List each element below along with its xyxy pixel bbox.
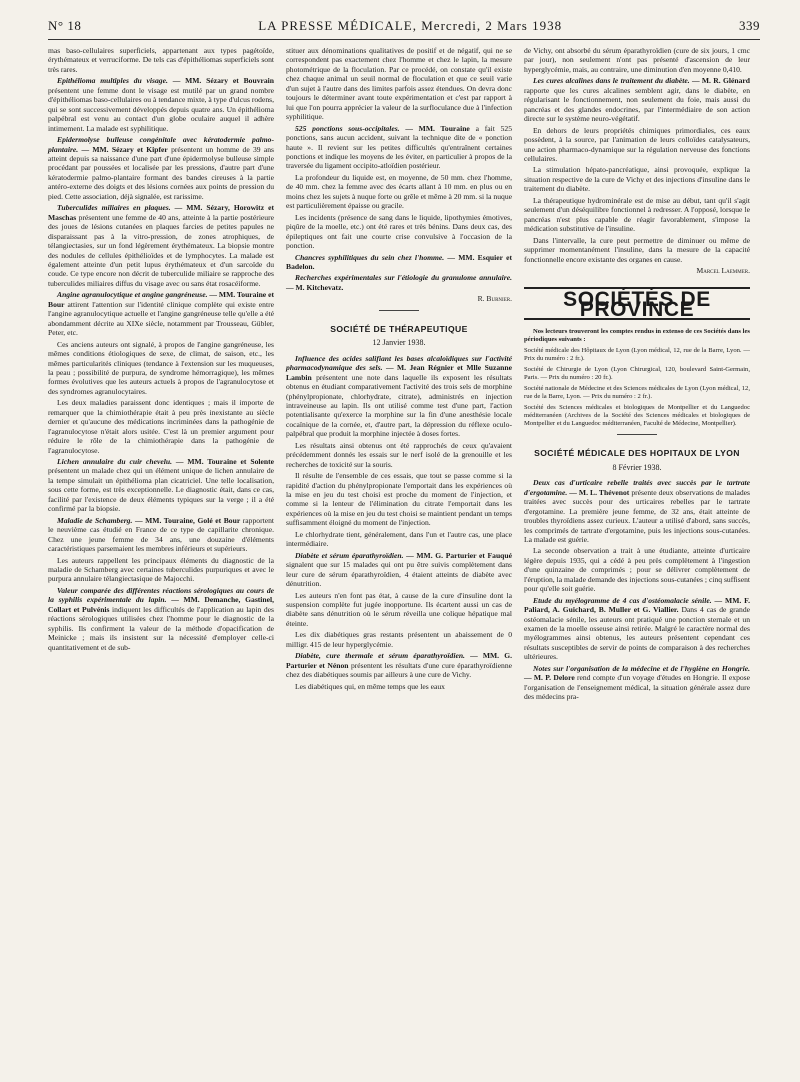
article-entry	[48, 203, 274, 288]
column-3	[524, 46, 750, 704]
article-entry	[524, 664, 750, 702]
paragraph: La seconde observation a trait à une étudiante, atteinte d'urticaire légère depuis 1935, qui a cédé à peu près complètement à l'ingestion d'une quinzaine de comprimés ; pour se délivrer complètement de l'éruption, la malade demande des injections sous-cutanées ; cinq suffisent pour qu'elle soit guérie.	[524, 546, 750, 594]
article-entry	[48, 457, 274, 514]
article-title: Epidermolyse bulleuse congénitale avec kératodermie palmo-plantaire.	[48, 135, 274, 154]
article-text: Dans 4 cas de grande ostéomalacie sénile, les auteurs ont pratiqué une ponction sternale et un examen de la moelle osseuse ainsi retirée. Malgré le caractère normal des myélogrammes ainsi obtenus, les auteurs présentent cependant ces résultats susceptibles de servir de points de comparaison à des recherches ultérieures.	[524, 605, 750, 662]
section-banner: SOCIÉTÉS DE PROVINCE	[524, 287, 750, 320]
issue-number: N° 18	[48, 18, 82, 33]
article-authors: — M. R. Glénard	[691, 76, 750, 86]
article-authors: — MM. Demanche, Gastinel, Collart et Pulvénis	[48, 595, 275, 614]
article-title: Epithélioma multiples du visage.	[57, 76, 168, 86]
session-date: 12 Janvier 1938.	[372, 338, 426, 348]
paragraph: La thérapeutique hydrominérale est de mise au début, tant qu'il s'agit seulement d'un déséquilibre fonctionnel à redresser. A l'opposé, lorsque le pancréas n'est plus capable de réagir favorablement, s'impose la médication substitutive de l'insuline.	[524, 195, 750, 234]
article-text: présente deux observations de malades traitées avec succès pour des urticaires rebelles par le tartrate d'ergotamine. La première jeune femme, de 32 ans, était atteinte de troubles thyroïdiens assez curieux. L'auteur a utilisé d'abord, sans succès, les comprimés de tartrate d'ergotamine, puis les injections sous-cutanées. La malade est guérie.	[524, 487, 750, 544]
article-entry	[286, 253, 512, 272]
article-entry	[286, 651, 512, 679]
article-authors: — MM. Sézary et Bouvrain	[172, 76, 274, 86]
paragraph: Les auteurs rappellent les principaux éléments du diagnostic de la maladie de Schamberg avec certaines tuberculides purpuriques et avec le purpura annulaire télangiectasique de Majocchi.	[48, 555, 274, 584]
article-authors: — M. Kitchevatz.	[286, 282, 344, 292]
article-text: présentent les résultats d'une cure éparathyroïdienne chez des diabétiques soumis par ailleurs à une cure de Vichy.	[286, 660, 513, 680]
paragraph: Les deux maladies paraissent donc identiques ; mais il importe de remarquer que la chimiothérapie était à peu près inexistante au siècle dernier et qu'aucune des médications incriminées dans la pathogénie de l'agranulocytose n'était alors usitée. C'est là un premier argument pour réduire le rôle de la chimiothérapie dans la pathogénie de l'agranulocytose.	[48, 398, 274, 455]
article-entry	[286, 354, 512, 439]
session-date: 8 Février 1938.	[612, 462, 662, 472]
paragraph: stituer aux dénominations qualitatives de positif et de négatif, qui ne se correspondent pas exactement chez l'homme et chez le lapin, la mesure photométrique de la floculation. Par ce procédé, on constate qu'il existe chez chaque animal un seuil normal de floculation et que ce seuil varie d'un sujet à l'autre dans des limites parfois assez étendues. On devra donc toujours le déterminer avant toute expérimentation et c'est par rapport à lui que l'on pourra apprécier la valeur de la surfloculance due à l'infection syphilitique.	[286, 46, 512, 122]
notice-item: Société médicale des Hôpitaux de Lyon (Lyon médical, 12, rue de la Barre, Lyon. — Prix du numéro : 2 fr.).	[524, 347, 750, 363]
paragraph: Ces anciens auteurs ont signalé, à propos de l'angine gangréneuse, les mêmes conditions étiologiques de sexe, de climat, de saison, etc., les mêmes particularités cliniques (tendance à l'extension sur les muqueuses, la peau ; possibilité de purpura, de syndrome hémorragique), les mêmes formes évolutives que les auteurs actuels à propos de l'agranulocytose et des syndromes agranulocytaires.	[48, 339, 274, 396]
article-text: présentent un homme de 39 ans atteint depuis sa naissance d'une part d'une épidermolyse bulleuse simple procédant par poussées et localisée par les pressions, d'autre part d'une kératodermie palmo-plantaire formant des bandes cireuses à la partie antéro-externe des doigts et des lésions cornées aux points de pression du pied. Cette association, déjà signalée, est rarissime.	[48, 144, 274, 201]
article-entry	[524, 76, 750, 123]
paragraph: Les auteurs n'en font pas état, à cause de la cure d'insuline dont la suspension complète fut jugée inopportune. Ils écartent aussi un cas de diabète sans dénutrition où le sérum réveilla une colique hépatique mal éteinte.	[286, 590, 512, 628]
paragraph: Les résultats ainsi obtenus ont été rapprochés de ceux qu'avaient précédemment donnés les essais sur le nerf isolé de la grenouille et les recherches de toxicité sur la souris.	[286, 440, 512, 469]
publication-notice	[524, 328, 750, 428]
article-text: présentent un malade chez qui un élément unique de lichen annulaire de la tempe simulait un épithélioma plan cicatriciel. Une telle localisation, sous cette forme, est très exceptionnelle. Le diagnostic était, dans ce cas, facilité par l'existence de deux éléments typiques sur la verge ; il a été confirmé par la biopsie.	[48, 466, 274, 514]
article-entry	[286, 551, 512, 589]
article-authors: — MM. G. Parturier et Fauqué	[406, 550, 512, 560]
divider	[379, 310, 419, 311]
article-authors: — MM. F. Paliard, A. Guichard, B. Muller et G. Viallier.	[524, 595, 750, 615]
divider	[617, 434, 657, 435]
paragraph: mas baso-cellulaires superficiels, appartenant aux types pagétoïde, érythémateux et verruciforme. De tels cas d'épithéliomas superficiels sont très rares.	[48, 46, 274, 74]
paragraph: Les dix diabétiques gras restants présentent un abaissement de 0 milligr. 415 de leur hyperglycémie.	[286, 630, 512, 649]
notice-item: Société nationale de Médecine et des Sciences médicales de Lyon (Lyon médical, 12, rue de la Barre, Lyon. — Prix du numéro : 2 fr.).	[524, 385, 750, 401]
article-title: 525 ponctions sous-occipitales.	[295, 123, 400, 133]
article-title: Deux cas d'urticaire rebelle traités avec succès par le tartrate d'ergotamine.	[524, 478, 750, 497]
article-title: Les cures alcalines dans le traitement du diabète.	[533, 76, 690, 86]
article-title: Etude du myélogramme de 4 cas d'ostéomalacie sénile.	[533, 595, 712, 605]
article-authors: — M. Jean Régnier et Mlle Suzanne Lambin	[286, 363, 512, 382]
article-text: indiquent les difficultés de l'application au lapin des réactions sérologiques utilisées chez l'homme pour le diagnostic de la syphilis. Ils confirment la valeur de la méthode d'opacification de Meinicke ; mais ils insistent sur la nécessité d'employer celle-ci quantitativement et de sub-	[48, 604, 274, 652]
paragraph: Il résulte de l'ensemble de ces essais, que tout se passe comme si la rapidité d'action du phénylpropionate l'emportait dans les expériences où la mise en jeu du test choisi est proche du moment de l'injection, et comme si la lenteur de l'élimination du citrate l'emportait dans les expériences où la mise en jeu du test choisi se maintient pendant un temps suffisamment éloigné du moment de l'injection.	[286, 471, 512, 528]
paragraph: Les incidents (présence de sang dans le liquide, lipothymies émotives, piqûre de la moelle, etc.) ont été rares et très bénins. Dans deux cas, des épileptiques ont fait une courte crise convulsive à l'occasion de la ponction.	[286, 212, 512, 251]
article-entry	[48, 516, 274, 554]
article-authors: — M. L. Thévenot	[569, 487, 630, 497]
article-authors: — MM. G. Parturier et Nénon	[286, 651, 512, 670]
signature: Marcel Laemmer.	[696, 265, 750, 275]
page-number: 339	[739, 18, 760, 33]
paragraph: En dehors de leurs propriétés chimiques primordiales, ces eaux possèdent, à la source, par l'animation de leurs colloïdes catalysateurs, une action pharmaco-dynamique sur la régulation nerveuse des fonctions cellulaires.	[524, 125, 750, 163]
article-text: rapportent le neuvième cas étudié en France de ce type de capillarite chronique. Chez une jeune femme de 34 ans, une douzaine d'éléments caractéristiques parsemaient les membres inférieurs et supérieurs.	[48, 515, 274, 554]
paragraph: La stimulation hépato-pancréatique, ainsi provoquée, explique la situation respective de la cure de Vichy et des injections d'insuline dans le traitement du diabète.	[524, 165, 750, 194]
article-title: Valeur comparée des différentes réactions sérologiques au cours de la syphilis expérimentale du lapin.	[48, 585, 274, 605]
article-authors: — MM. Touraine, Golé et Bour	[134, 515, 241, 525]
paragraph: La profondeur du liquide est, en moyenne, de 50 mm. chez l'homme, de 40 mm. chez la femme avec des écarts allant à 10 mm. en plus ou en moins chez les sujets à nuque forte ou grêle et même à 20 mm. si la nuque est particulièrement épaisse ou gracile.	[286, 172, 512, 211]
article-title: Recherches expérimentales sur l'étiologie du granulome annulaire.	[295, 273, 512, 283]
article-text: présentent une note dans laquelle ils exposent les résultats obtenus en étudiant comparativement l'activité des trois sels de morphine (phénylpropionate, chlorhydrate, citrate), administrés en injection intraveineuse au lapin. Ils ont utilisé comme test d'une part, l'action potentialisante qu'exerce la morphine sur la fin d'une anesthésie locale cocaïnique de la cornée, et, d'autre part, la dépression du réflexe oculo-palpébral que produit la morphine injectée à doses fortes.	[286, 372, 513, 439]
article-entry	[48, 76, 274, 133]
article-text: rapporte que les cures alcalines semblent agir, dans le diabète, en régularisant le fonctionnement, non seulement du foie, mais aussi du pancréas et des glandes endocrines, par l'intermédiaire de son action directe sur le système neuro-végétatif.	[524, 85, 750, 124]
article-entry	[286, 273, 512, 292]
article-entry	[524, 596, 750, 662]
article-authors: — MM. Touraine et Solente	[175, 457, 274, 467]
article-columns	[48, 46, 760, 704]
article-entry	[524, 478, 750, 544]
article-text: présentent une femme de 40 ans, atteinte à la partie postérieure des joues de lésions cutanées en plaques farcies de petites papules ne disparaissant pas à la vitro-pression, de zones atrophiques, de télangiectasies, sur un fond légèrement érythémateux. La biopsie montre des nodules de cellules épithélioïdes et de lymphocytes. La malade est également atteinte d'un petit lupus érythémateux et d'un sarcoïde du coude. Ce type encore non décrit de tuberculide miliaire se rapproche des tuberculides miliaires diffus du visage avec ou sans état rosacéiforme.	[48, 212, 274, 288]
article-text: rend compte d'un voyage d'études en Hongrie. Il expose l'organisation de l'enseignement médical, la situation générale assez dure des médecins pra-	[524, 673, 750, 702]
article-title: Tuberculides miliaires en plaques.	[57, 203, 171, 213]
article-text: attirent l'attention sur l'identité clinique complète qui existe entre l'angine agranulocytique actuelle et l'angine gangréneuse telle qu'elle a été abondamment décrite au XIXe siècle, notamment par Trousseau, Gübler, Peter, etc.	[48, 299, 274, 338]
article-title: Angine agranulocytique et angine gangréneuse.	[57, 290, 208, 300]
article-title: Chancres syphilitiques du sein chez l'homme.	[295, 252, 445, 262]
notice-item: Société de Chirurgie de Lyon (Lyon Chirurgical, 120, boulevard Saint-Germain, Paris. — Prix du numéro : 20 fr.).	[524, 366, 750, 382]
paragraph: Dans l'intervalle, la cure peut permettre de diminuer ou même de supprimer momentanément l'insuline, dans la mesure de la capacité fonctionnelle encore existante des organes en cause.	[524, 235, 750, 264]
section-heading: SOCIÉTÉ DE THÉRAPEUTIQUE	[330, 323, 468, 334]
article-authors: — M. P. Delore	[524, 673, 575, 683]
article-text: signalent que sur 15 malades qui ont pu être suivis complètement dans leur cure de sérum éparathyroïdien, 4 étaient atteints de diabète avec dénutrition.	[286, 560, 512, 589]
article-authors: — MM. Sézary et Kipfer	[81, 144, 168, 154]
journal-title: LA PRESSE MÉDICALE, Mercredi, 2 Mars 1938	[258, 18, 563, 33]
article-entry	[48, 586, 274, 652]
notice-item: Société des Sciences médicales et biologiques de Montpellier et du Languedoc méditerranéen (Archives de la Société des Sciences médicales et biologiques de Montpellier et du Languedoc méditerranéen, Faculté de Médecine, Montpellier).	[524, 404, 750, 428]
signature: R. Burnier.	[477, 294, 512, 304]
article-entry	[48, 290, 274, 337]
article-text: a fait 525 ponctions, sans aucun accident, suivant la technique dite de « ponction haute ». Il revient sur les petites difficultés qu'entraînent certaines ponctions et indique les moyens de les éviter, en particulier à propos de la traversée du ligament occipito-atloïdien postérieur.	[286, 123, 512, 171]
section-heading: SOCIÉTÉ MÉDICALE DES HOPITAUX DE LYON	[534, 448, 740, 459]
article-text: présentent une femme dont le visage est mutilé par un grand nombre d'épithéliomas baso-cellulaires ou à tendance mixte, à type d'ulcus rodens, qui se sont successivement développés depuis quatre ans. Un épithélioma palpébral est venu au contact d'un globe oculaire auquel il adhère intimement. La malade est syphilitique.	[48, 85, 274, 133]
article-title: Diabète, cure thermale et sérum éparathyroïdien.	[295, 651, 465, 661]
article-authors: — MM. Sézary, Horowitz et Maschas	[48, 203, 274, 222]
article-entry	[48, 135, 274, 201]
column-2	[286, 46, 512, 704]
article-title: Maladie de Schamberg.	[57, 515, 133, 525]
notice-lead: Nos lecteurs trouveront les comptes rendus in extenso de ces Sociétés dans les périodiques suivants :	[524, 328, 750, 344]
paragraph: Les diabétiques qui, en même temps que les eaux	[295, 681, 445, 691]
article-title: Notes sur l'organisation de la médecine et de l'hygiène en Hongrie.	[533, 663, 750, 673]
page-header	[48, 18, 760, 40]
paragraph: de Vichy, ont absorbé du sérum éparathyroïdien (cure de six jours, 1 cmc par jour), non seulement n'ont pas présenté d'ascension de leur hyperglycémie, mais, au contraire, une diminution d'en moyenne 0,410.	[524, 46, 750, 74]
paragraph: Le chlorhydrate tient, généralement, dans l'un et l'autre cas, une place intermédiaire.	[286, 529, 512, 549]
article-title: Lichen annulaire du cuir chevelu.	[57, 457, 172, 467]
article-title: Influence des acides salifiant les bases alcaloïdiques sur l'activité pharmacodynamique des sels.	[286, 353, 512, 373]
article-title: Diabète et sérum éparathyroïdien.	[295, 550, 404, 560]
column-1	[48, 46, 274, 704]
article-authors: — MM. Touraine et Bour	[48, 290, 274, 309]
article-entry	[286, 124, 512, 171]
article-authors: — MM. Esquier et Badelon.	[286, 252, 512, 271]
article-authors: — MM. Touraine	[405, 123, 470, 133]
